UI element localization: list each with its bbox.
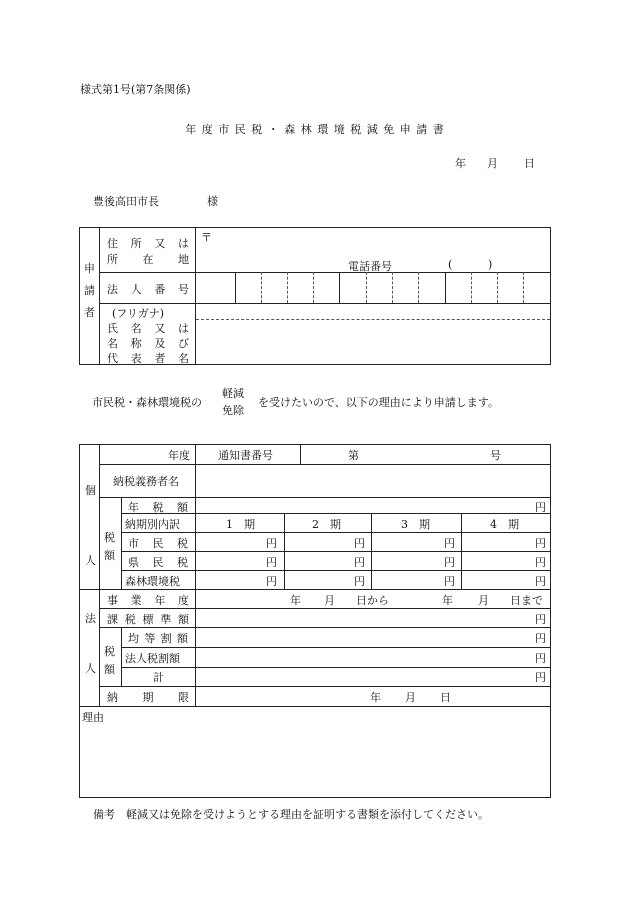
corporate-label-1: 法 [85,612,96,625]
tax-amount-vertical-label: 税 額 [104,531,115,562]
individual-label-1: 個 [85,484,96,497]
name-label-line1: 氏 名 又 は [107,322,189,335]
corp-levy-label: 法人税割額 [125,652,180,665]
option-exempt[interactable]: 免除 [222,404,244,417]
notice-number-field[interactable] [362,445,486,464]
applicant-group-label: 申 請 者 [84,262,95,319]
city-tax-label: 市 民 税 [128,537,188,550]
pref-tax-yen-4: 円 [535,556,546,569]
city-tax-yen-2: 円 [354,537,365,550]
phone-paren-open: ( [448,258,453,271]
total-yen: 円 [535,671,546,684]
reason-label: 理由 [82,711,104,724]
address-field[interactable] [196,228,550,272]
city-tax-yen-4: 円 [535,537,546,550]
period-4-label: 4 期 [490,518,519,531]
equal-levy-label: 均 等 割 額 [128,632,188,645]
notice-number-label: 通知書番号 [218,449,273,462]
from-year: 年 [290,594,301,607]
annual-tax-label: 年 税 額 [128,501,188,514]
forest-tax-yen-2: 円 [354,575,365,588]
form-title: 年 度 市 民 税 ・ 森 林 環 境 税 減 免 申 請 書 [185,123,445,136]
individual-label-2: 人 [85,554,96,567]
city-tax-yen-1: 円 [266,537,277,550]
date-year: 年 [455,157,466,170]
form-number: 様式第1号(第7条関係) [80,83,191,96]
date-day: 日 [524,157,535,170]
equal-levy-yen: 円 [535,632,546,645]
name-label-line2: 名 称 及 び [107,337,189,350]
reason-field[interactable] [80,724,550,797]
postal-mark: 〒 [201,231,212,244]
pref-tax-yen-1: 円 [266,556,277,569]
from-month: 月 [324,594,335,607]
option-reduce[interactable]: 軽減 [222,387,244,400]
address-label-line1: 住 所 又 は [107,237,189,250]
taxpayer-name-field[interactable] [196,465,550,497]
deadline-label: 納 期 限 [107,691,189,704]
to-day: 日まで [510,594,543,607]
statement-suffix: を受けたいので、以下の理由により申請します。 [258,396,499,409]
addressee: 豊後高田市長 [93,195,159,208]
annual-tax-yen: 円 [535,501,546,514]
period-3-label: 3 期 [401,518,430,531]
taxpayer-name-label: 納税義務者名 [113,475,179,488]
statement-prefix: 市民税・森林環境税の [92,396,202,409]
forest-tax-yen-1: 円 [266,575,277,588]
remarks-note: 備考 軽減又は免除を受けようとする理由を証明する書類を添付してください。 [93,808,489,821]
city-tax-yen-3: 円 [444,537,455,550]
forest-tax-yen-3: 円 [444,575,455,588]
furigana-label: (フリガナ) [112,307,165,320]
total-label: 計 [153,671,164,684]
pref-tax-yen-2: 円 [354,556,365,569]
honorific: 様 [207,195,218,208]
corporate-label-2: 人 [85,662,96,675]
installments-label: 納期別内訳 [125,518,180,531]
name-field[interactable] [196,320,550,364]
nendo-field[interactable] [100,445,160,464]
from-day: 日から [356,594,389,607]
phone-paren-close: ) [488,258,493,271]
period-2-label: 2 期 [312,518,341,531]
name-label-line3: 代 表 者 名 [107,352,189,365]
tax-base-label: 課 税 標 準 額 [107,613,189,626]
furigana-field[interactable] [196,304,550,319]
corp-number-label: 法 人 番 号 [107,283,189,296]
pref-tax-label: 県 民 税 [128,556,188,569]
corp-levy-yen: 円 [535,652,546,665]
nendo-label: 年度 [168,449,190,462]
period-1-label: 1 期 [226,518,255,531]
phone-label: 電話番号 [348,260,392,273]
corp-number-field[interactable] [196,273,550,303]
business-year-label: 事 業 年 度 [107,594,189,607]
corp-tax-amount-vertical-label: 税 額 [104,645,115,676]
to-year: 年 [442,594,453,607]
deadline-month: 月 [405,691,416,704]
tax-base-yen: 円 [535,613,546,626]
forest-tax-yen-4: 円 [535,575,546,588]
forest-tax-label: 森林環境税 [125,575,180,588]
dai-label: 第 [348,449,359,462]
tax-base-field[interactable] [196,609,532,627]
pref-tax-yen-3: 円 [444,556,455,569]
annual-tax-field[interactable] [196,498,532,513]
go-label: 号 [490,449,501,462]
date-month: 月 [487,157,498,170]
deadline-year: 年 [370,691,381,704]
to-month: 月 [478,594,489,607]
deadline-day: 日 [440,691,451,704]
address-label-line2: 所 在 地 [107,253,189,266]
